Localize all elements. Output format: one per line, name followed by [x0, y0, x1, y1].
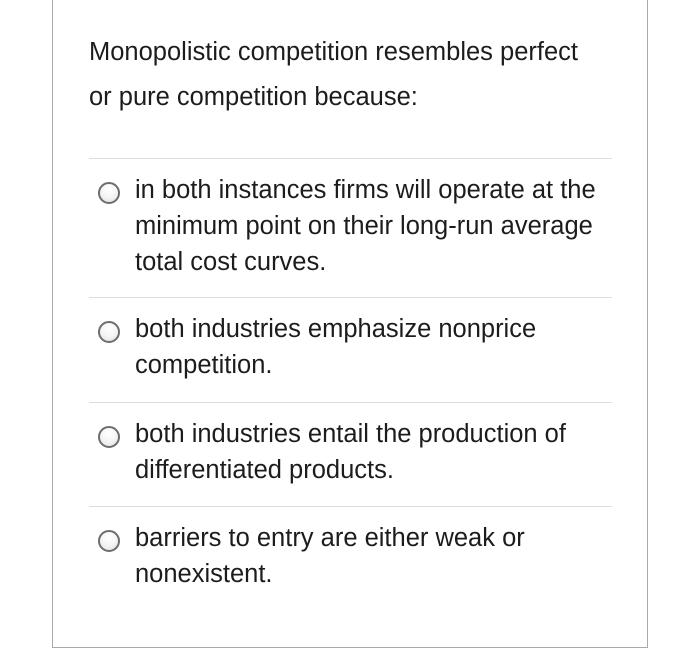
answer-option-label: both industries entail the production of differentiated products.	[135, 420, 566, 484]
divider	[89, 297, 612, 298]
divider	[89, 158, 612, 159]
question-card	[52, 0, 648, 648]
radio-button[interactable]	[98, 321, 120, 343]
question-text: Monopolistic competition resembles perfect or pure competition because:	[89, 38, 578, 111]
answer-option-label: both industries emphasize nonprice competition.	[135, 315, 537, 379]
divider	[89, 402, 612, 403]
answer-option-label: in both instances firms will operate at the minimum point on their long-run average total cost curves.	[135, 176, 596, 276]
divider	[89, 506, 612, 507]
radio-button[interactable]	[98, 426, 120, 448]
radio-button[interactable]	[98, 530, 120, 552]
radio-button[interactable]	[98, 182, 120, 204]
answer-option-label: barriers to entry are either weak or nonexistent.	[135, 524, 525, 588]
